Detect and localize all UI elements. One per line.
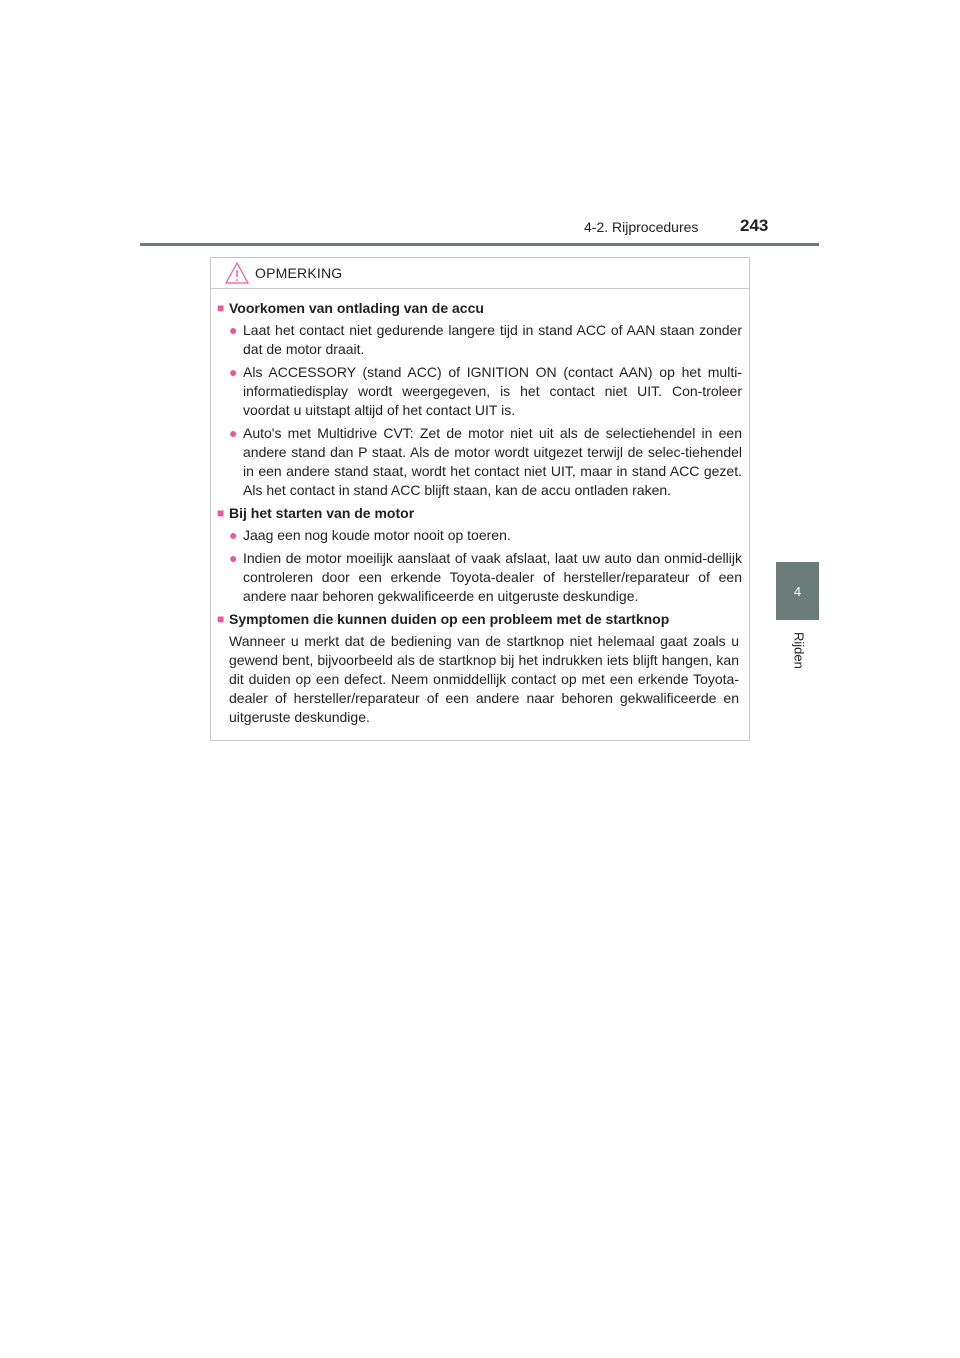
section-heading: [217, 504, 742, 523]
page-number: 243: [740, 216, 769, 235]
square-bullet-icon: ■: [217, 506, 225, 520]
list-item: [229, 321, 742, 359]
list-item-text: Indien de motor moeilijk aanslaat of vaak afslaat, laat uw auto dan onmid-dellijk controleren door een erkende Toyota-dealer of hersteller/reparateur of een andere naar behoren gekwalificeerde en uitgeruste deskundige.: [243, 550, 742, 604]
section-heading: [217, 610, 742, 629]
dot-bullet-icon: ●: [229, 322, 238, 338]
header-rule: [140, 243, 819, 246]
chapter-tab: [776, 562, 819, 620]
list-item: [229, 424, 742, 500]
list-item-text: Laat het contact niet gedurende langere tijd in stand ACC of AAN staan zonder dat de motor draait.: [243, 322, 742, 357]
running-header-section: 4-2. Rijprocedures: [584, 219, 699, 235]
square-bullet-icon: ■: [217, 301, 225, 315]
note-header: [211, 258, 749, 289]
chapter-number: 4: [793, 583, 802, 599]
list-item-text: Als ACCESSORY (stand ACC) of IGNITION ON (contact AAN) op het multi-informatiedisplay wordt weergegeven, is het contact niet UIT. Con-troleer voordat u uitstapt altijd of het contact UIT is.: [243, 364, 742, 418]
dot-bullet-icon: ●: [229, 364, 238, 380]
section-starting: [217, 504, 742, 606]
section-heading: [217, 299, 742, 318]
section-start-button: [217, 610, 742, 727]
dot-bullet-icon: ●: [229, 550, 238, 566]
list-item-text: Jaag een nog koude motor nooit op toeren.: [243, 527, 511, 543]
note-box: [210, 257, 750, 741]
warning-triangle-icon: [225, 262, 249, 284]
section-paragraph: Wanneer u merkt dat de bediening van de startknop niet helemaal gaat zoals u gewend bent, bijvoorbeeld als de startknop bij het indrukken iets blijft hangen, kan dit duiden op een defect. Neem onmiddellijk contact op met een erkende Toyota-dealer of hersteller/reparateur of een andere naar behoren gekwalificeerde en uitgeruste deskundige.: [229, 633, 739, 725]
list-item: [229, 363, 742, 420]
note-title: OPMERKING: [255, 265, 343, 281]
list-item-text: Auto's met Multidrive CVT: Zet de motor niet uit als de selectiehendel in een andere stand dan P staat. Als de motor wordt uitgezet terwijl de selec-tiehendel in een andere stand staat, wordt het contact niet UIT, maar in stand ACC gezet. Als het contact in stand ACC blijft staan, kan de accu ontladen raken.: [243, 425, 742, 498]
section-battery: [217, 299, 742, 500]
section-heading-text: Symptomen die kunnen duiden op een probleem met de startknop: [229, 611, 670, 627]
list-item: [229, 526, 742, 545]
square-bullet-icon: ■: [217, 612, 225, 626]
list-item: [229, 549, 742, 606]
dot-bullet-icon: ●: [229, 425, 238, 441]
section-heading-text: Voorkomen van ontlading van de accu: [229, 300, 484, 316]
dot-bullet-icon: ●: [229, 527, 238, 543]
chapter-side-label: Rijden: [791, 632, 807, 669]
note-body: [211, 289, 749, 727]
section-heading-text: Bij het starten van de motor: [229, 505, 415, 521]
